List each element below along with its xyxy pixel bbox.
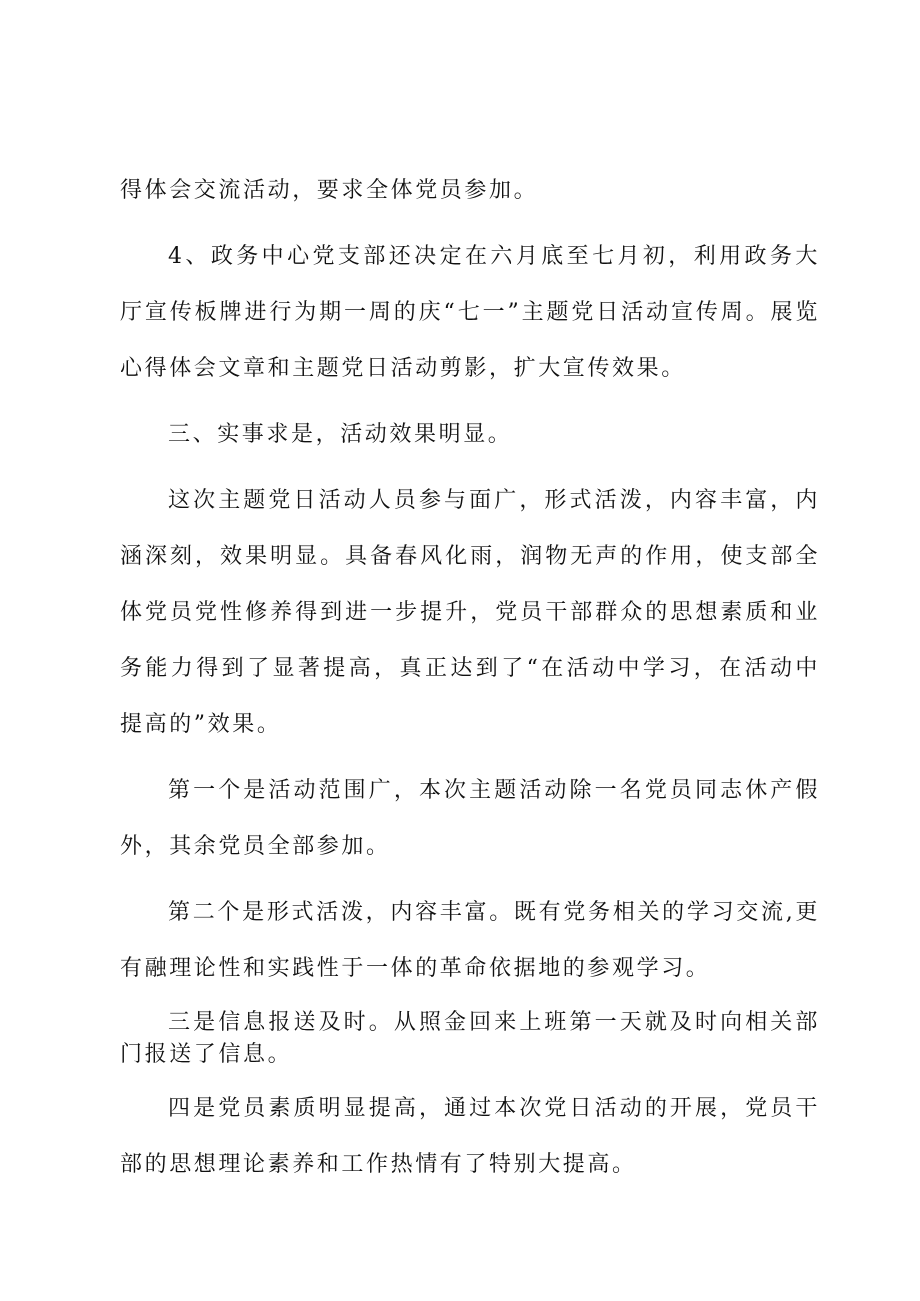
- paragraph-point-1: 第一个是活动范围广，本次主题活动除一名党员同志休产假外，其余党员全部参加。: [120, 778, 820, 859]
- paragraph-continuation: 得体会交流活动，要求全体党员参加。: [120, 178, 539, 203]
- paragraph-point-2: 第二个是形式活泼，内容丰富。既有党务相关的学习交流,更有融理论性和实践性于一体的革命依据地的参观学习。: [120, 900, 820, 981]
- section-heading-3: 三、实事求是，活动效果明显。: [168, 422, 513, 447]
- paragraph-item-4: 4、政务中心党支部还决定在六月底至七月初，利用政务大厅宣传板牌进行为期一周的庆“七一”主题党日活动宣传周。展览心得体会文章和主题党日活动剪影，扩大宣传效果。: [120, 244, 820, 381]
- paragraph-summary: 这次主题党日活动人员参与面广，形式活泼，内容丰富，内涵深刻，效果明显。具备春风化雨，润物无声的作用，使支部全体党员党性修养得到进一步提升，党员干部群众的思想素质和业务能力得到了显著提高，真正达到了“在活动中学习，在活动中提高的”效果。: [120, 488, 820, 737]
- document-body: [120, 163, 820, 1193]
- paragraph-point-3: 三是信息报送及时。从照金回来上班第一天就及时向相关部门报送了信息。: [120, 1010, 820, 1067]
- paragraph-point-4: 四是党员素质明显提高，通过本次党日活动的开展，党员干部的思想理论素养和工作热情有了特别大提高。: [120, 1096, 820, 1177]
